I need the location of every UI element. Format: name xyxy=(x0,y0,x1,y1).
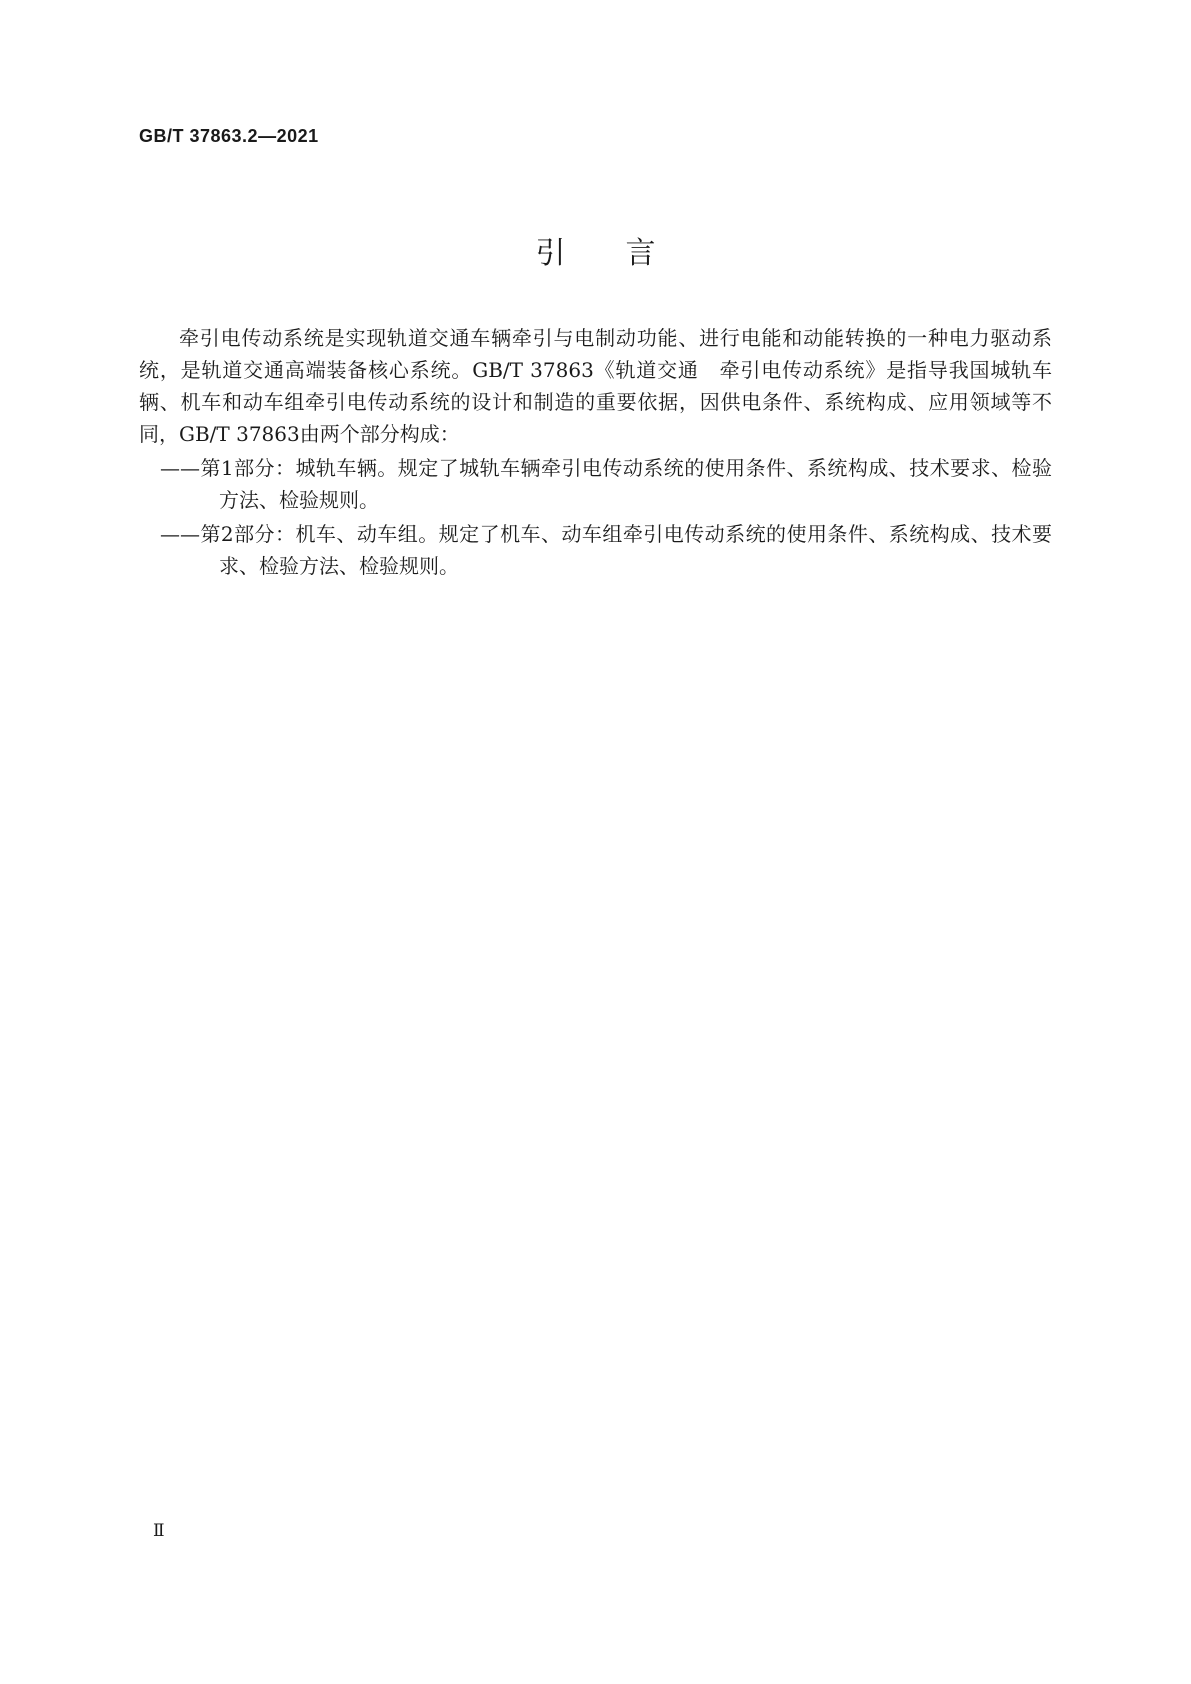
list-item-part-1: ——第1部分：城轨车辆。规定了城轨车辆牵引电传动系统的使用条件、系统构成、技术要求、检验方法、检验规则。 xyxy=(160,456,1052,512)
intro-paragraph: 牵引电传动系统是实现轨道交通车辆牵引与电制动功能、进行电能和动能转换的一种电力驱动系统，是轨道交通高端装备核心系统。GB/T 37863《轨道交通 牵引电传动系统》是指导我国城轨车辆、机车和动车组牵引电传动系统的设计和制造的重要依据，因供电条件、系统构成、应用领域等不同，GB/T 37863由两个部分构成： xyxy=(139,326,1052,446)
standard-code: GB/T 37863.2—2021 xyxy=(139,126,319,146)
body-text xyxy=(139,322,1052,582)
page-title: 引言 xyxy=(535,236,716,271)
page-number: Ⅱ xyxy=(153,1521,165,1541)
list-item-part-2: ——第2部分：机车、动车组。规定了机车、动车组牵引电传动系统的使用条件、系统构成、技术要求、检验方法、检验规则。 xyxy=(160,522,1052,578)
